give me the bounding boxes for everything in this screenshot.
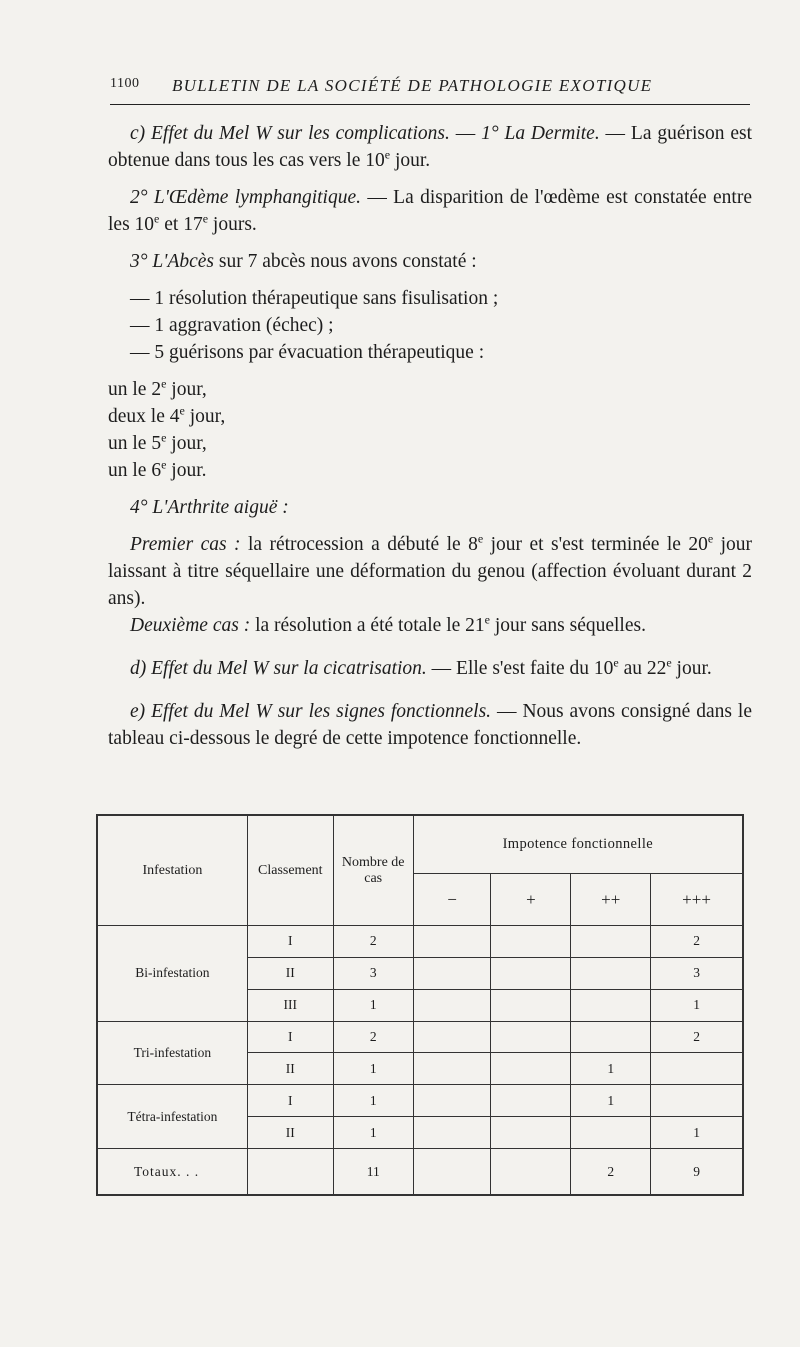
oedeme-paragraph: 2° L'Œdème lymphangitique. — La disparition de l'œdème est constatée entre les 10e et 17e jours. — [108, 187, 752, 235]
totals-minus — [413, 1149, 491, 1195]
cell-plus — [491, 957, 571, 989]
section-c-title: c) Effet du Mel W sur les complications. — [130, 123, 450, 144]
cell-classement: I — [247, 1021, 333, 1053]
cell-minus — [413, 926, 491, 958]
premier-cas — [108, 531, 752, 612]
dermite-label: 1° La Dermite. — [481, 123, 600, 144]
dermite-text: La guérison est obtenue dans tous les cas vers le 10e jour. — [108, 123, 753, 171]
section-c: c) Effet du Mel W sur les complications. — 1° La Dermite. — La guérison est obtenue dans tous les cas vers le 10e jour. — [108, 123, 753, 171]
abces-day: un le 5e jour, — [108, 430, 207, 454]
cell-minus — [413, 1053, 491, 1085]
cell-plus — [491, 989, 571, 1021]
cell-plus2 — [571, 926, 651, 958]
header-impotence: Impotence fonctionnelle — [413, 816, 742, 874]
cell-nombre: 1 — [333, 989, 413, 1021]
cell-classement: I — [247, 1085, 333, 1117]
abces-text: sur 7 abcès nous avons constaté : — [218, 251, 477, 272]
premier-text: la rétrocession a débuté le 8e jour et s'est terminée le 20e jour laissant à titre séquellaire une déformation du genou (affection évoluant durant 2 ans). — [108, 531, 752, 609]
cell-plus3 — [651, 1085, 743, 1117]
cell-nombre: 2 — [333, 1021, 413, 1053]
group-label: Tri-infestation — [98, 1021, 248, 1085]
section-d-title: d) Effet du Mel W sur la cicatrisation. — [130, 658, 427, 679]
section-d: d) Effet du Mel W sur la cicatrisation. — Elle s'est faite du 10e au 22e jour. — [130, 655, 712, 679]
cell-nombre: 3 — [333, 957, 413, 989]
table-row — [98, 1021, 743, 1053]
cell-plus3: 2 — [651, 926, 743, 958]
cell-plus — [491, 926, 571, 958]
table-row — [98, 926, 743, 958]
header-nombre: Nombre de cas — [333, 816, 413, 926]
header-minus: − — [413, 874, 491, 926]
cell-plus — [491, 1085, 571, 1117]
header-infestation: Infestation — [98, 816, 248, 926]
totals-classement — [247, 1149, 333, 1195]
cell-minus — [413, 957, 491, 989]
oedeme-label: 2° L'Œdème lymphangitique. — [130, 187, 361, 208]
section-e: e) Effet du Mel W sur les signes fonctionnels. — Nous avons consigné dans le tableau ci-dessous le degré de cette impotence fonctionnelle. — [108, 701, 752, 749]
oedeme-text: La disparition de l'œdème est constatée entre les 10e et 17e jours. — [108, 187, 752, 235]
cell-minus — [413, 989, 491, 1021]
cell-plus — [491, 1117, 571, 1149]
cell-plus3: 3 — [651, 957, 743, 989]
section-e-text: Nous avons consigné dans le tableau ci-dessous le degré de cette impotence fonctionnelle. — [108, 701, 752, 749]
header-plus3: +++ — [651, 874, 743, 926]
totals-nombre: 11 — [333, 1149, 413, 1195]
cell-plus2 — [571, 1021, 651, 1053]
arthrite-label-text: 4° L'Arthrite aiguë : — [130, 497, 289, 518]
journal-title: BULLETIN DE LA SOCIÉTÉ DE PATHOLOGIE EXOTIQUE — [172, 76, 653, 95]
section-d-text: Elle s'est faite du 10e au 22e jour. — [456, 655, 712, 679]
abces-day: un le 6e jour. — [108, 457, 207, 481]
cell-plus2: 1 — [571, 1053, 651, 1085]
impotence-table — [96, 814, 744, 1196]
cell-plus3: 2 — [651, 1021, 743, 1053]
page-number: 1100 — [110, 76, 140, 91]
cell-plus — [491, 1021, 571, 1053]
cell-plus2 — [571, 989, 651, 1021]
section-e-title: e) Effet du Mel W sur les signes fonctionnels. — [130, 701, 492, 722]
cell-classement: III — [247, 989, 333, 1021]
totals-plus2: 2 — [571, 1149, 651, 1195]
cell-minus — [413, 1117, 491, 1149]
header-plus: + — [491, 874, 571, 926]
arthrite-label — [108, 494, 752, 521]
deuxieme-text: la résolution a été totale le 21e jour sans séquelles. — [255, 612, 646, 636]
abces-item: — 1 aggravation (échec) ; — [130, 315, 334, 336]
cell-plus3 — [651, 1053, 743, 1085]
totals-row — [98, 1149, 743, 1195]
header-classement: Classement — [247, 816, 333, 926]
cell-classement: II — [247, 1117, 333, 1149]
abces-item: — 1 résolution thérapeutique sans fisulisation ; — [130, 288, 499, 309]
group-label: Bi-infestation — [98, 926, 248, 1022]
cell-nombre: 1 — [333, 1053, 413, 1085]
totals-plus — [491, 1149, 571, 1195]
cell-plus2 — [571, 1117, 651, 1149]
body-text — [108, 120, 752, 752]
deuxieme-label: Deuxième cas : — [130, 615, 251, 636]
cell-nombre: 2 — [333, 926, 413, 958]
cell-plus2 — [571, 957, 651, 989]
running-header — [110, 74, 750, 105]
abces-label: 3° L'Abcès — [130, 251, 214, 272]
cell-plus3: 1 — [651, 989, 743, 1021]
cell-minus — [413, 1085, 491, 1117]
premier-label: Premier cas : — [130, 534, 241, 555]
cell-classement: II — [247, 1053, 333, 1085]
group-label: Tétra-infestation — [98, 1085, 248, 1149]
cell-plus2: 1 — [571, 1085, 651, 1117]
header-plus2: ++ — [571, 874, 651, 926]
deuxieme-cas — [108, 612, 752, 639]
abces-day: un le 2e jour, — [108, 376, 207, 400]
cell-plus — [491, 1053, 571, 1085]
abces-day: deux le 4e jour, — [108, 403, 226, 427]
cell-nombre: 1 — [333, 1085, 413, 1117]
cell-minus — [413, 1021, 491, 1053]
cell-nombre: 1 — [333, 1117, 413, 1149]
table-row — [98, 1085, 743, 1117]
totals-label: Totaux. . . — [98, 1149, 248, 1195]
cell-plus3: 1 — [651, 1117, 743, 1149]
abces-paragraph — [108, 248, 752, 275]
cell-classement: I — [247, 926, 333, 958]
abces-item: — 5 guérisons par évacuation thérapeutique : — [130, 342, 485, 363]
totals-plus3: 9 — [651, 1149, 743, 1195]
cell-classement: II — [247, 957, 333, 989]
